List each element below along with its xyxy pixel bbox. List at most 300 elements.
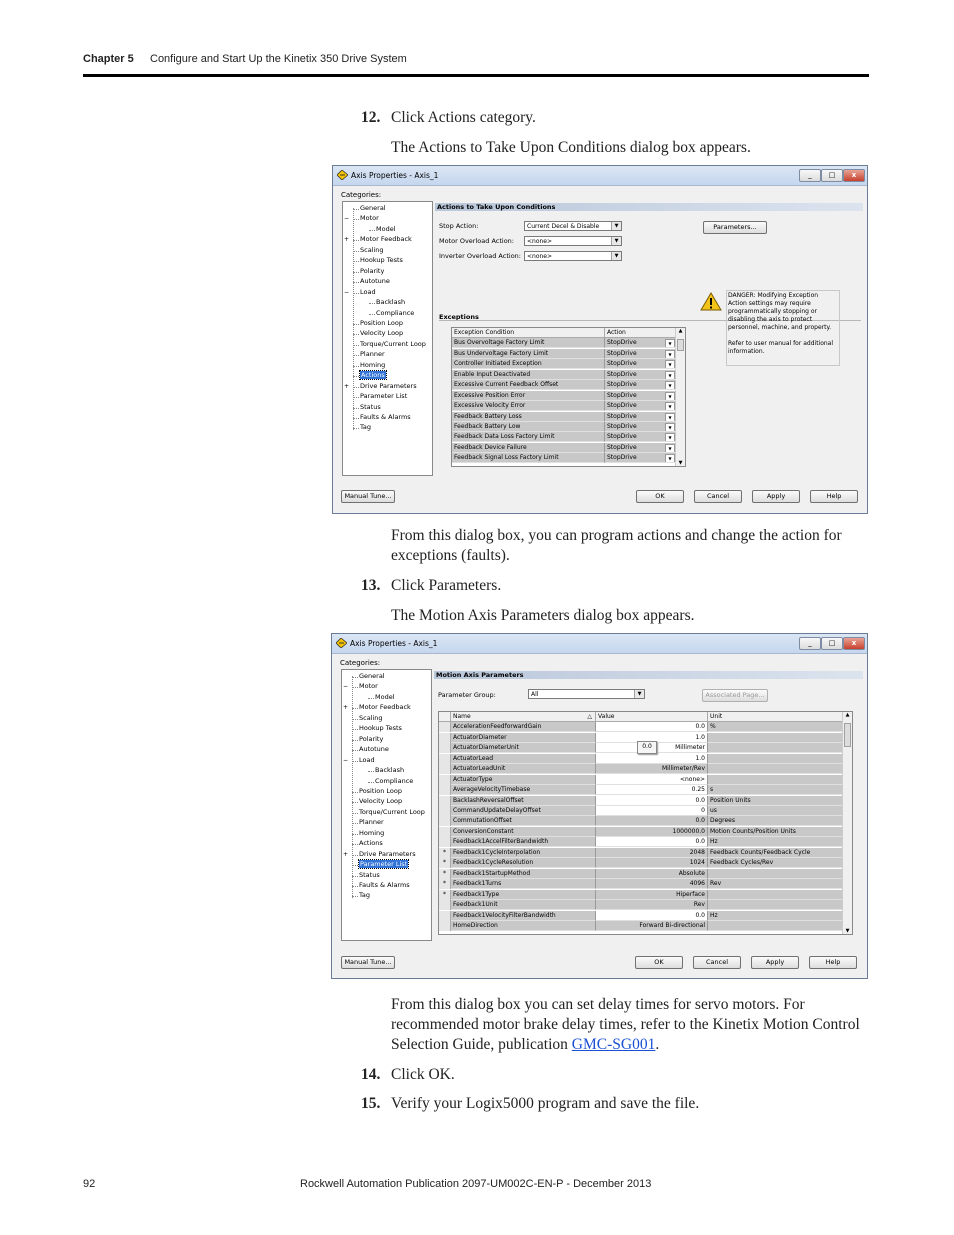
tree-connector [353, 408, 359, 409]
exception-action-select[interactable]: StopDrive ▼ [605, 432, 676, 442]
parameter-unit [708, 890, 843, 900]
table-row[interactable] [439, 722, 843, 732]
tree-connector [352, 886, 358, 887]
exception-action-select[interactable]: StopDrive ▼ [605, 380, 676, 390]
category-tree[interactable] [341, 669, 432, 941]
row-mark [439, 921, 451, 931]
tree-connector [353, 282, 359, 283]
paragraph-text: From this dialog box you can set delay times for servo motors. For recommended motor brake delay times, refer to the Kinetix Motion Control Selection Guide, publication [391, 996, 860, 1053]
table-row[interactable] [439, 816, 843, 826]
motor-overload-select[interactable] [524, 236, 622, 246]
expand-plus-icon[interactable]: + [344, 236, 350, 244]
tree-item-general[interactable]: General [360, 204, 386, 212]
expand-minus-icon[interactable]: − [343, 683, 349, 691]
parameter-name: AccelerationFeedforwardGain [451, 722, 596, 732]
close-button[interactable]: x [843, 637, 865, 650]
table-row[interactable] [452, 432, 676, 442]
tree-connector [352, 896, 358, 897]
title-bar [333, 166, 867, 186]
tree-item-homing[interactable]: Homing [360, 360, 386, 369]
row-mark: * [439, 879, 451, 889]
danger-line: Action settings may require [728, 300, 811, 307]
dropdown-arrow-icon: ▼ [634, 690, 644, 698]
tree-connector [369, 303, 375, 304]
dropdown-arrow-icon: ▼ [611, 237, 621, 245]
tree-item-drive-parameters[interactable]: Drive Parameters [359, 849, 416, 858]
tree-item-motor[interactable]: Motor [359, 682, 378, 691]
tree-item-general[interactable]: General [359, 672, 385, 680]
parameter-group-select[interactable] [528, 689, 645, 699]
parameter-name: Feedback1AccelFilterBandwidth [451, 837, 596, 847]
row-mark: * [439, 848, 451, 858]
tree-connector [352, 761, 358, 762]
tree-connector [352, 687, 358, 688]
dropdown-arrow-icon: ▼ [665, 402, 675, 411]
table-row[interactable] [439, 858, 843, 868]
parameter-name: CommandUpdateDelayOffset [451, 806, 596, 816]
exception-action-select[interactable]: StopDrive ▼ [605, 370, 676, 380]
paragraph-end: . [655, 1036, 660, 1053]
table-row[interactable] [439, 775, 843, 785]
table-row[interactable] [439, 869, 843, 879]
exception-condition: Excessive Position Error [452, 391, 605, 401]
danger-line: personnel, machine, and property. [728, 324, 832, 331]
parameter-name: Feedback1VelocityFilterBandwidth [451, 911, 596, 921]
parameter-unit: Hz [708, 837, 843, 847]
vertical-scrollbar[interactable] [675, 328, 685, 466]
parameters-button[interactable]: Parameters... [703, 221, 767, 234]
danger-box [726, 290, 840, 366]
tree-item-faults-alarms[interactable]: Faults & Alarms [359, 881, 410, 889]
table-row[interactable] [439, 900, 843, 910]
tree-item-compliance[interactable]: Compliance [376, 308, 415, 317]
table-row[interactable] [452, 380, 676, 390]
dropdown-arrow-icon: ▼ [611, 252, 621, 260]
manual-tune-button[interactable]: Manual Tune... [341, 490, 395, 503]
danger-line: programmatically stopping or [728, 308, 818, 315]
tree-item-velocity-loop[interactable]: Velocity Loop [359, 797, 403, 806]
table-row[interactable] [439, 827, 843, 837]
tree-connector [353, 334, 359, 335]
col-header-value[interactable]: Value [596, 712, 708, 722]
expand-plus-icon[interactable]: + [344, 382, 350, 390]
parameter-unit: s [708, 785, 843, 795]
parameter-unit [708, 743, 843, 753]
tree-item-hookup-tests[interactable]: Hookup Tests [360, 256, 403, 265]
tree-connector [353, 376, 359, 377]
tree-item-motor-feedback[interactable]: Motor Feedback [360, 235, 412, 244]
tree-item-polarity[interactable]: Polarity [360, 266, 385, 275]
parameter-value[interactable]: 0.25 [596, 785, 708, 795]
vertical-scrollbar[interactable] [842, 712, 852, 934]
cancel-button[interactable]: Cancel [693, 956, 741, 969]
danger-line: information. [728, 348, 765, 355]
parameter-name: ActuatorLeadUnit [451, 764, 596, 774]
exception-condition: Excessive Velocity Error [452, 401, 605, 411]
axis-icon [336, 638, 347, 648]
dropdown-arrow-icon: ▼ [665, 413, 675, 422]
table-row[interactable] [439, 764, 843, 774]
dropdown-arrow-icon: ▼ [611, 222, 621, 230]
tree-connector [368, 698, 374, 699]
parameter-name: ActuatorLead [451, 754, 596, 764]
exception-condition: Excessive Current Feedback Offset [452, 380, 605, 390]
categories-label: Categories: [341, 191, 382, 199]
parameter-unit: Feedback Counts/Feedback Cycle [708, 848, 843, 858]
apply-button[interactable]: Apply [752, 490, 800, 503]
expand-minus-icon[interactable]: − [344, 215, 350, 223]
apply-button[interactable]: Apply [751, 956, 799, 969]
exception-condition: Enable Input Deactivated [452, 370, 605, 380]
parameter-value[interactable]: 0 [596, 806, 708, 816]
table-row[interactable] [439, 796, 843, 806]
section-title: Motion Axis Parameters [434, 671, 863, 679]
tree-item-polarity[interactable]: Polarity [359, 734, 384, 743]
exception-condition: Feedback Device Failure [452, 443, 605, 453]
row-mark [439, 775, 451, 785]
parameter-value[interactable]: 0.0 [596, 911, 708, 921]
parameter-name: Feedback1Type [451, 890, 596, 900]
row-mark [439, 900, 451, 910]
tree-item-faults-alarms[interactable]: Faults & Alarms [360, 413, 411, 421]
exception-action-select[interactable]: StopDrive ▼ [605, 349, 676, 359]
step-13 [361, 576, 502, 596]
tree-item-motor-feedback[interactable]: Motor Feedback [359, 703, 411, 712]
publication-link[interactable]: GMC-SG001 [571, 1036, 656, 1053]
tree-connector [353, 355, 359, 356]
parameter-unit: Position Units [708, 796, 843, 806]
tree-connector [353, 366, 359, 367]
publication-footer: Rockwell Automation Publication 2097-UM002C-EN-P - December 2013 [300, 1178, 652, 1190]
table-row[interactable] [452, 349, 676, 359]
table-row[interactable] [439, 837, 843, 847]
stop-action-label: Stop Action: [439, 222, 479, 230]
tree-connector [353, 219, 359, 220]
tree-connector [352, 865, 358, 866]
tree-item-torque-current-loop[interactable]: Torque/Current Loop [360, 339, 426, 348]
exception-action-select[interactable]: StopDrive ▼ [605, 412, 676, 422]
tree-connector [352, 719, 358, 720]
tree-item-load[interactable]: Load [359, 755, 375, 764]
expand-minus-icon[interactable]: − [344, 288, 350, 296]
parameter-value[interactable]: 1.0 [596, 754, 708, 764]
exception-action-select[interactable]: StopDrive ▼ [605, 422, 676, 432]
tree-connector [352, 813, 358, 814]
table-row[interactable] [439, 921, 843, 931]
close-button[interactable]: x [843, 169, 865, 182]
expand-plus-icon[interactable]: + [343, 850, 349, 858]
parameter-name: ActuatorDiameter [451, 733, 596, 743]
tree-connector [353, 397, 359, 398]
expand-minus-icon[interactable]: − [343, 756, 349, 764]
tree-item-tag[interactable]: Tag [359, 891, 371, 900]
tree-connector [353, 418, 359, 419]
row-mark: * [439, 869, 451, 879]
parameter-name: Feedback1CycleResolution [451, 858, 596, 868]
tree-item-parameter-list[interactable]: Parameter List [360, 392, 408, 401]
exception-action-select[interactable]: StopDrive ▼ [605, 338, 676, 348]
scroll-down-icon: ▼ [678, 460, 683, 466]
parameter-unit: Hz [708, 911, 843, 921]
row-mark: * [439, 890, 451, 900]
parameter-value[interactable]: Millimeter [596, 743, 708, 753]
parameter-name: Feedback1Turns [451, 879, 596, 889]
exception-condition: Controller Initiated Exception [452, 359, 605, 369]
parameter-value: Hiperface [596, 890, 708, 900]
tree-item-velocity-loop[interactable]: Velocity Loop [360, 329, 404, 338]
section-title: Actions to Take Upon Conditions [435, 203, 863, 211]
parameter-unit [708, 754, 843, 764]
parameter-unit: Motion Counts/Position Units [708, 827, 843, 837]
tree-connector [353, 240, 359, 241]
parameter-name: Feedback1StartupMethod [451, 869, 596, 879]
tree-connector [352, 792, 358, 793]
table-row[interactable] [452, 391, 676, 401]
table-row[interactable] [439, 785, 843, 795]
parameter-name: BacklashReversalOffset [451, 796, 596, 806]
tree-connector [368, 771, 374, 772]
tree-item-scaling[interactable]: Scaling [359, 713, 383, 722]
cancel-button[interactable]: Cancel [694, 490, 742, 503]
dropdown-arrow-icon: ▼ [665, 392, 675, 401]
row-mark [439, 837, 451, 847]
tree-item-compliance[interactable]: Compliance [375, 776, 414, 785]
table-row[interactable] [439, 806, 843, 816]
exception-action-select[interactable]: StopDrive ▼ [605, 443, 676, 453]
parameter-name: CommutationOffset [451, 816, 596, 826]
exception-action-select[interactable]: StopDrive ▼ [605, 391, 676, 401]
tree-item-position-loop[interactable]: Position Loop [359, 786, 402, 795]
tree-connector [352, 750, 358, 751]
tree-connector [353, 293, 359, 294]
parameter-unit: Feedback Cycles/Rev [708, 858, 843, 868]
dialog-title: Axis Properties - Axis_1 [350, 639, 438, 648]
category-tree[interactable] [342, 201, 433, 476]
help-button[interactable]: Help [810, 490, 858, 503]
table-row[interactable] [439, 848, 843, 858]
row-mark [439, 764, 451, 774]
exception-condition: Feedback Signal Loss Factory Limit [452, 453, 605, 463]
chapter-title: Configure and Start Up the Kinetix 350 Drive System [150, 53, 407, 65]
dropdown-arrow-icon: ▼ [665, 423, 675, 432]
manual-tune-button[interactable]: Manual Tune... [341, 956, 395, 969]
stop-action-select[interactable] [524, 221, 622, 231]
tree-connector [352, 729, 358, 730]
help-button[interactable]: Help [809, 956, 857, 969]
paragraph [391, 995, 861, 1055]
categories-label: Categories: [340, 659, 381, 667]
tree-connector [352, 740, 358, 741]
row-mark [439, 754, 451, 764]
tree-connector [353, 324, 359, 325]
exception-condition: Bus Undervoltage Factory Limit [452, 349, 605, 359]
dropdown-arrow-icon: ▼ [665, 371, 675, 380]
step-text: Click Actions category. [391, 109, 536, 126]
tree-item-torque-current-loop[interactable]: Torque/Current Loop [359, 807, 425, 816]
parameter-unit: us [708, 806, 843, 816]
parameter-value: Rev [596, 900, 708, 910]
tree-connector [353, 261, 359, 262]
tree-connector [352, 708, 358, 709]
tree-connector [353, 272, 359, 273]
tree-item-homing[interactable]: Homing [359, 828, 385, 837]
step-15 [361, 1094, 700, 1114]
exception-action-select[interactable]: StopDrive ▼ [605, 453, 676, 463]
scroll-thumb[interactable] [677, 339, 684, 351]
col-header-name[interactable] [451, 712, 596, 722]
grid-header [452, 328, 676, 338]
ok-button[interactable]: OK [636, 490, 684, 503]
parameter-unit: Rev [708, 879, 843, 889]
tree-item-status[interactable]: Status [360, 402, 381, 411]
tree-item-model[interactable]: Model [376, 224, 396, 233]
parameter-unit [708, 764, 843, 774]
tree-connector [352, 823, 358, 824]
table-row[interactable] [439, 890, 843, 900]
scroll-up-icon: ▲ [845, 712, 850, 718]
parameter-unit [708, 900, 843, 910]
tree-item-scaling[interactable]: Scaling [360, 245, 384, 254]
tree-connector [353, 428, 359, 429]
tree-item-backlash[interactable]: Backlash [375, 766, 405, 775]
row-mark [439, 733, 451, 743]
step-number: 14. [361, 1066, 381, 1083]
col-header-mark [439, 712, 451, 722]
tree-item-autotune[interactable]: Autotune [360, 277, 390, 286]
parameter-unit [708, 921, 843, 931]
scroll-down-icon: ▼ [845, 928, 850, 934]
step-12 [361, 108, 536, 128]
tree-item-backlash[interactable]: Backlash [376, 298, 406, 307]
parameter-unit [708, 775, 843, 785]
expand-plus-icon[interactable]: + [343, 704, 349, 712]
select-value: Current Decel & Disable [527, 223, 600, 230]
scroll-thumb[interactable] [844, 723, 851, 747]
warning-icon [700, 292, 722, 311]
paragraph: From this dialog box, you can program actions and change the action for exceptions (faults). [391, 527, 842, 564]
maximize-button[interactable]: □ [821, 169, 843, 182]
inverter-overload-label: Inverter Overload Action: [439, 252, 521, 260]
table-row[interactable] [452, 422, 676, 432]
value-tooltip: 0.0 [637, 741, 657, 754]
table-row[interactable] [452, 443, 676, 453]
table-row[interactable] [452, 370, 676, 380]
tree-item-autotune[interactable]: Autotune [359, 745, 389, 754]
tree-item-load[interactable]: Load [360, 287, 376, 296]
step-text: Click Parameters. [391, 577, 502, 594]
tree-item-actions[interactable]: Actions [361, 371, 385, 380]
ok-button[interactable]: OK [635, 956, 683, 969]
parameter-value[interactable]: 0.0 [596, 796, 708, 806]
minimize-button[interactable]: _ [799, 637, 821, 650]
sort-ascending-icon: △ [587, 713, 592, 720]
tree-item-planner[interactable]: Planner [359, 818, 384, 827]
tree-connector [353, 209, 359, 210]
table-row[interactable] [452, 359, 676, 369]
parameter-value: 0.0 [596, 816, 708, 826]
tree-item-actions[interactable]: Actions [359, 839, 383, 848]
col-header-unit[interactable]: Unit [708, 712, 843, 722]
tree-item-hookup-tests[interactable]: Hookup Tests [359, 724, 402, 733]
table-row[interactable] [439, 879, 843, 889]
motor-overload-label: Motor Overload Action: [439, 237, 514, 245]
parameter-value: 4096 [596, 879, 708, 889]
select-value: <none> [527, 238, 553, 245]
col-header-action[interactable]: Action [605, 328, 676, 338]
table-row[interactable] [452, 453, 676, 463]
associated-page-button[interactable]: Associated Page... [702, 689, 768, 702]
row-mark [439, 743, 451, 753]
tree-item-position-loop[interactable]: Position Loop [360, 318, 403, 327]
minimize-button[interactable]: _ [799, 169, 821, 182]
tree-item-drive-parameters[interactable]: Drive Parameters [360, 381, 417, 390]
row-mark: * [439, 858, 451, 868]
parameter-value: 2048 [596, 848, 708, 858]
step-14 [361, 1065, 455, 1085]
table-row[interactable] [452, 412, 676, 422]
dropdown-arrow-icon: ▼ [665, 433, 675, 442]
exceptions-grid[interactable] [451, 327, 686, 467]
parameter-name: Feedback1CycleInterpolation [451, 848, 596, 858]
dropdown-arrow-icon: ▼ [665, 454, 675, 463]
table-row[interactable] [439, 911, 843, 921]
table-row[interactable] [452, 401, 676, 411]
tree-connector [353, 387, 359, 388]
inverter-overload-select[interactable] [524, 251, 622, 261]
parameter-unit: % [708, 722, 843, 732]
tree-item-planner[interactable]: Planner [360, 350, 385, 359]
tree-item-tag[interactable]: Tag [360, 423, 372, 432]
parameter-value: 1000000.0 [596, 827, 708, 837]
header-rule [83, 74, 869, 77]
parameter-unit [708, 869, 843, 879]
tree-connector [352, 802, 358, 803]
parameter-name: ActuatorType [451, 775, 596, 785]
parameter-value[interactable]: 1.0 [596, 733, 708, 743]
tree-item-model[interactable]: Model [375, 692, 395, 701]
dialog-title: Axis Properties - Axis_1 [351, 171, 439, 180]
parameter-name: ActuatorDiameterUnit [451, 743, 596, 753]
danger-line: DANGER: Modifying Exception [728, 292, 819, 299]
parameter-name: HomeDirection [451, 921, 596, 931]
row-mark [439, 722, 451, 732]
parameter-value[interactable]: 0.0 [596, 722, 708, 732]
parameter-value[interactable]: <none> [596, 775, 708, 785]
parameters-grid[interactable] [438, 711, 853, 935]
parameter-value: 1024 [596, 858, 708, 868]
table-row[interactable] [452, 338, 676, 348]
table-row[interactable] [439, 754, 843, 764]
parameter-group-label: Parameter Group: [438, 691, 496, 699]
parameter-name: ConversionConstant [451, 827, 596, 837]
danger-line: Refer to user manual for additional [728, 340, 834, 347]
tree-connector [352, 844, 358, 845]
exception-condition: Feedback Battery Low [452, 422, 605, 432]
col-header-condition[interactable]: Exception Condition [452, 328, 605, 338]
tree-connector [352, 855, 358, 856]
dropdown-arrow-icon: ▼ [665, 444, 675, 453]
tree-connector [368, 782, 374, 783]
exception-action-select[interactable]: StopDrive ▼ [605, 359, 676, 369]
tree-item-parameter-list[interactable]: Parameter List [360, 860, 408, 869]
parameter-value: Forward Bi-directional [596, 921, 708, 931]
parameter-value[interactable]: 0.0 [596, 837, 708, 847]
tree-item-motor[interactable]: Motor [360, 214, 379, 223]
exception-action-select[interactable]: StopDrive ▼ [605, 401, 676, 411]
maximize-button[interactable]: □ [821, 637, 843, 650]
tree-item-status[interactable]: Status [359, 870, 380, 879]
row-mark [439, 827, 451, 837]
